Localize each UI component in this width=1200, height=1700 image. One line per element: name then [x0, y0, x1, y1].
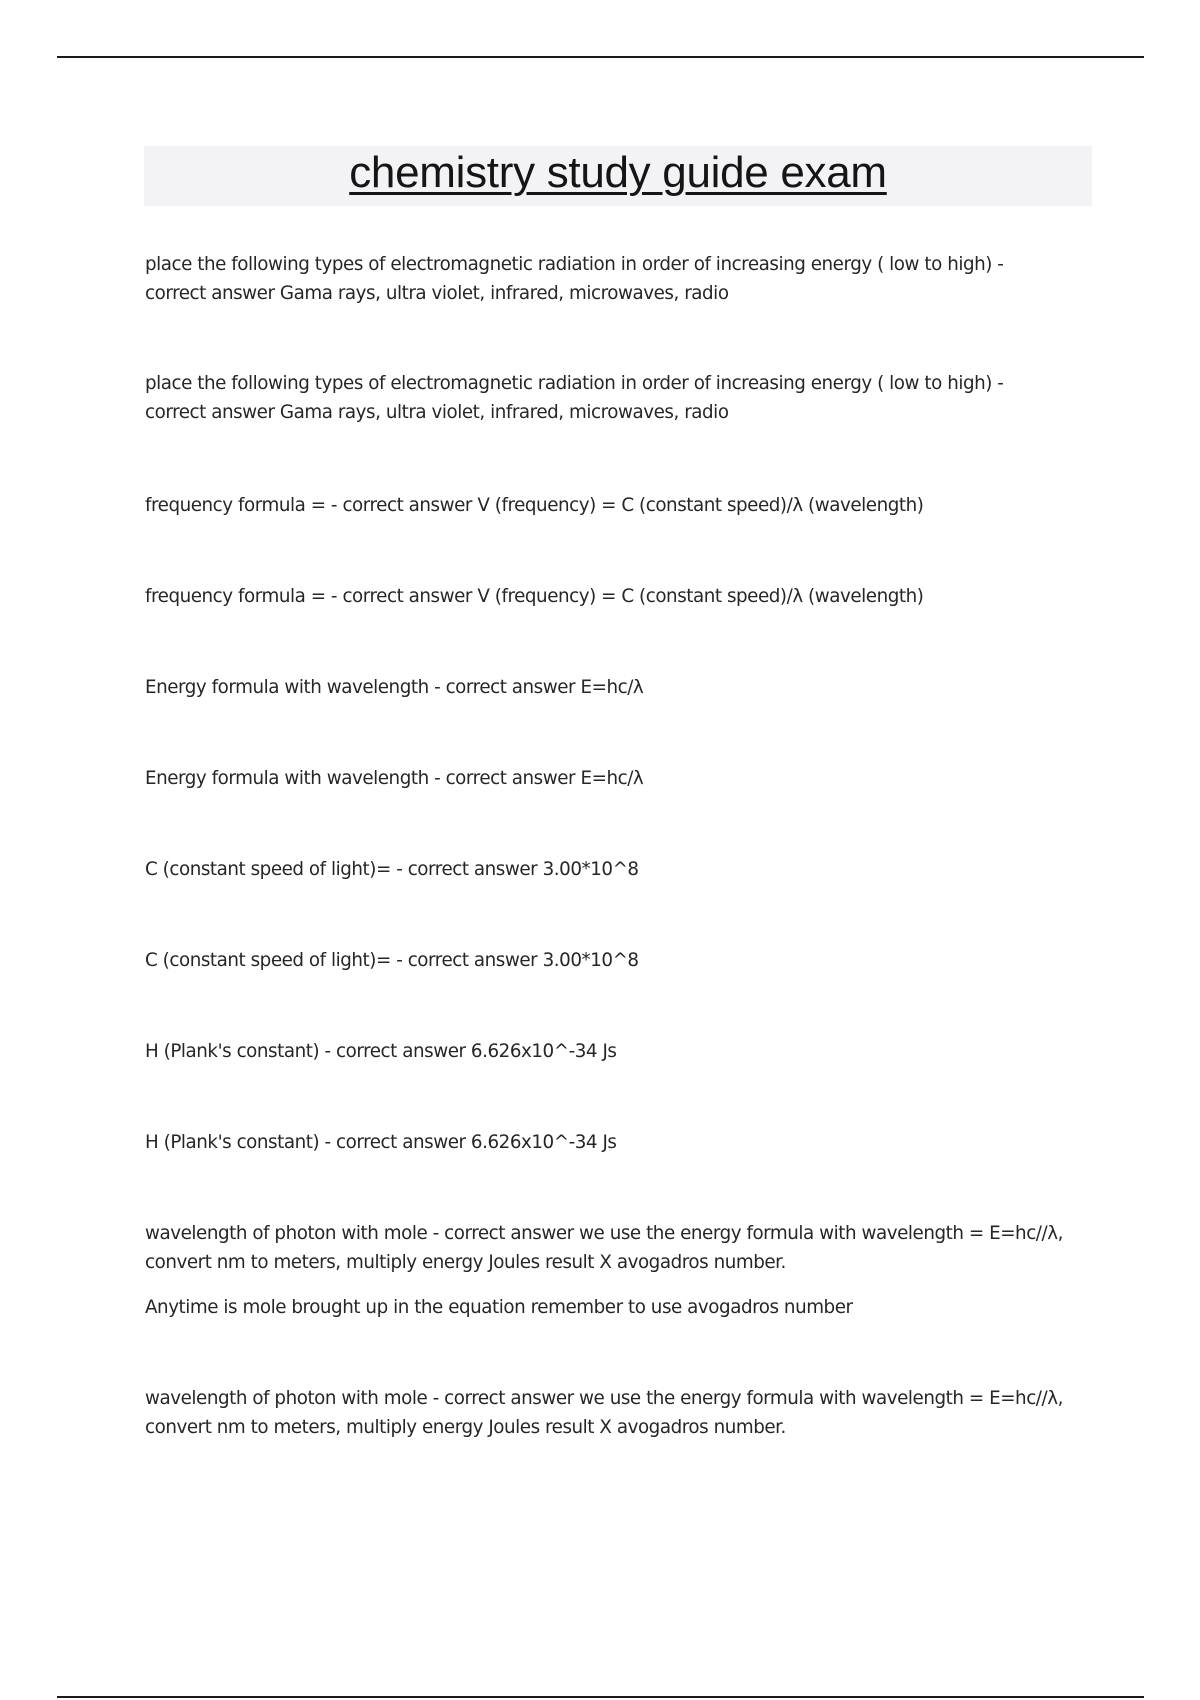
entry-line: Anytime is mole brought up in the equation remember to use avogadros number — [145, 1297, 853, 1318]
entry-line: wavelength of photon with mole - correct answer we use the energy formula with wavelength = E=hc//λ, — [145, 1223, 1063, 1244]
entry-line: Energy formula with wavelength - correct answer E=hc/λ — [145, 677, 644, 698]
entry-line: H (Plank's constant) - correct answer 6.626x10^-34 Js — [145, 1132, 617, 1153]
entry-line: convert nm to meters, multiply energy Joules result X avogadros number. — [145, 1417, 786, 1438]
entry-line: convert nm to meters, multiply energy Joules result X avogadros number. — [145, 1252, 786, 1273]
entry-line: place the following types of electromagnetic radiation in order of increasing energy ( low to high) - — [145, 373, 1004, 394]
entry-line: C (constant speed of light)= - correct answer 3.00*10^8 — [145, 859, 639, 880]
qa-entry — [145, 673, 1105, 702]
entry-line: C (constant speed of light)= - correct answer 3.00*10^8 — [145, 950, 639, 971]
qa-entry — [145, 764, 1105, 793]
entry-line: frequency formula = - correct answer V (frequency) = C (constant speed)/λ (wavelength) — [145, 586, 924, 607]
entry-line: correct answer Gama rays, ultra violet, infrared, microwaves, radio — [145, 402, 729, 423]
note-entry — [145, 1293, 1105, 1322]
entry-line: place the following types of electromagnetic radiation in order of increasing energy ( low to high) - — [145, 254, 1004, 275]
title-band — [144, 146, 1092, 206]
entry-line: frequency formula = - correct answer V (frequency) = C (constant speed)/λ (wavelength) — [145, 495, 924, 516]
qa-entry — [145, 250, 1105, 308]
entry-line: correct answer Gama rays, ultra violet, infrared, microwaves, radio — [145, 283, 729, 304]
qa-entry — [145, 369, 1105, 427]
qa-entry — [145, 1037, 1105, 1066]
entry-line: wavelength of photon with mole - correct answer we use the energy formula with wavelength = E=hc//λ, — [145, 1388, 1063, 1409]
document-title: chemistry study guide exam — [349, 148, 887, 197]
qa-entry — [145, 1128, 1105, 1157]
top-rule — [57, 56, 1144, 58]
entry-line: Energy formula with wavelength - correct answer E=hc/λ — [145, 768, 644, 789]
bottom-rule — [57, 1696, 1144, 1698]
entry-line: H (Plank's constant) - correct answer 6.626x10^-34 Js — [145, 1041, 617, 1062]
qa-entry — [145, 946, 1105, 975]
qa-entry — [145, 582, 1105, 611]
qa-entry — [145, 1384, 1105, 1442]
qa-entry — [145, 855, 1105, 884]
qa-entry — [145, 1219, 1105, 1277]
qa-entry — [145, 491, 1105, 520]
